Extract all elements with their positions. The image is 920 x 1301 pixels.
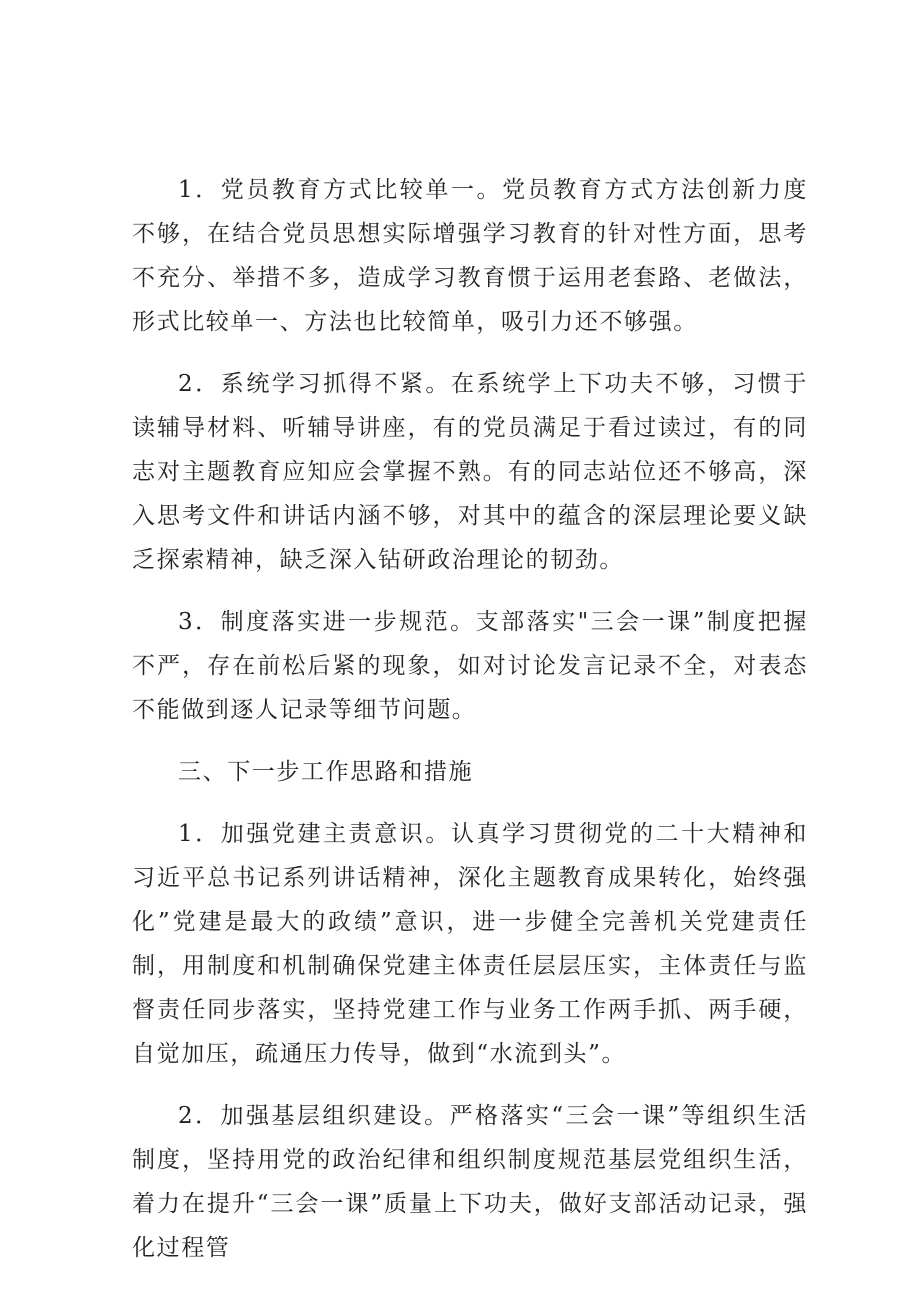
paragraph-problem-3: 3．制度落实进一步规范。支部落实"三会一课”制度把握不严，存在前松后紧的现象，如对讨论发言记录不全，对表态不能做到逐人记录等细节问题。 (132, 609, 808, 723)
section-heading-next-steps: 三、下一步工作思路和措施 (178, 759, 474, 785)
paragraph-measure-2: 2．加强基层组织建设。严格落实“三会一课”等组织生活制度，坚持用党的政治纪律和组织制度规范基层党组织生活，着力在提升“三会一课”质量上下功夫，做好支部活动记录，强化过程管 (132, 1103, 808, 1261)
paragraph-problem-2: 2．系统学习抓得不紧。在系统学上下功夫不够，习惯于读辅导材料、听辅导讲座，有的党员满足于看过读过，有的同志对主题教育应知应会掌握不熟。有的同志站位还不够高，深入思考文件和讲话内涵不够，对其中的蕴含的深层理论要义缺乏探索精神，缺乏深入钻研政治理论的韧劲。 (132, 371, 808, 573)
paragraph-problem-1: 1．党员教育方式比较单一。党员教育方式方法创新力度不够，在结合党员思想实际增强学习教育的针对性方面，思考不充分、举措不多，造成学习教育惯于运用老套路、老做法，形式比较单一、方法也比较简单，吸引力还不够强。 (132, 177, 808, 335)
paragraph-measure-1: 1．加强党建主责意识。认真学习贯彻党的二十大精神和习近平总书记系列讲话精神，深化主题教育成果转化，始终强化”党建是最大的政绩”意识，进一步健全完善机关党建责任制，用制度和机制确保党建主体责任层层压实，主体责任与监督责任同步落实，坚持党建工作与业务工作两手抓、两手硬，自觉加压，疏通压力传导，做到“水流到头”。 (132, 821, 808, 1067)
document-body (132, 168, 808, 1288)
